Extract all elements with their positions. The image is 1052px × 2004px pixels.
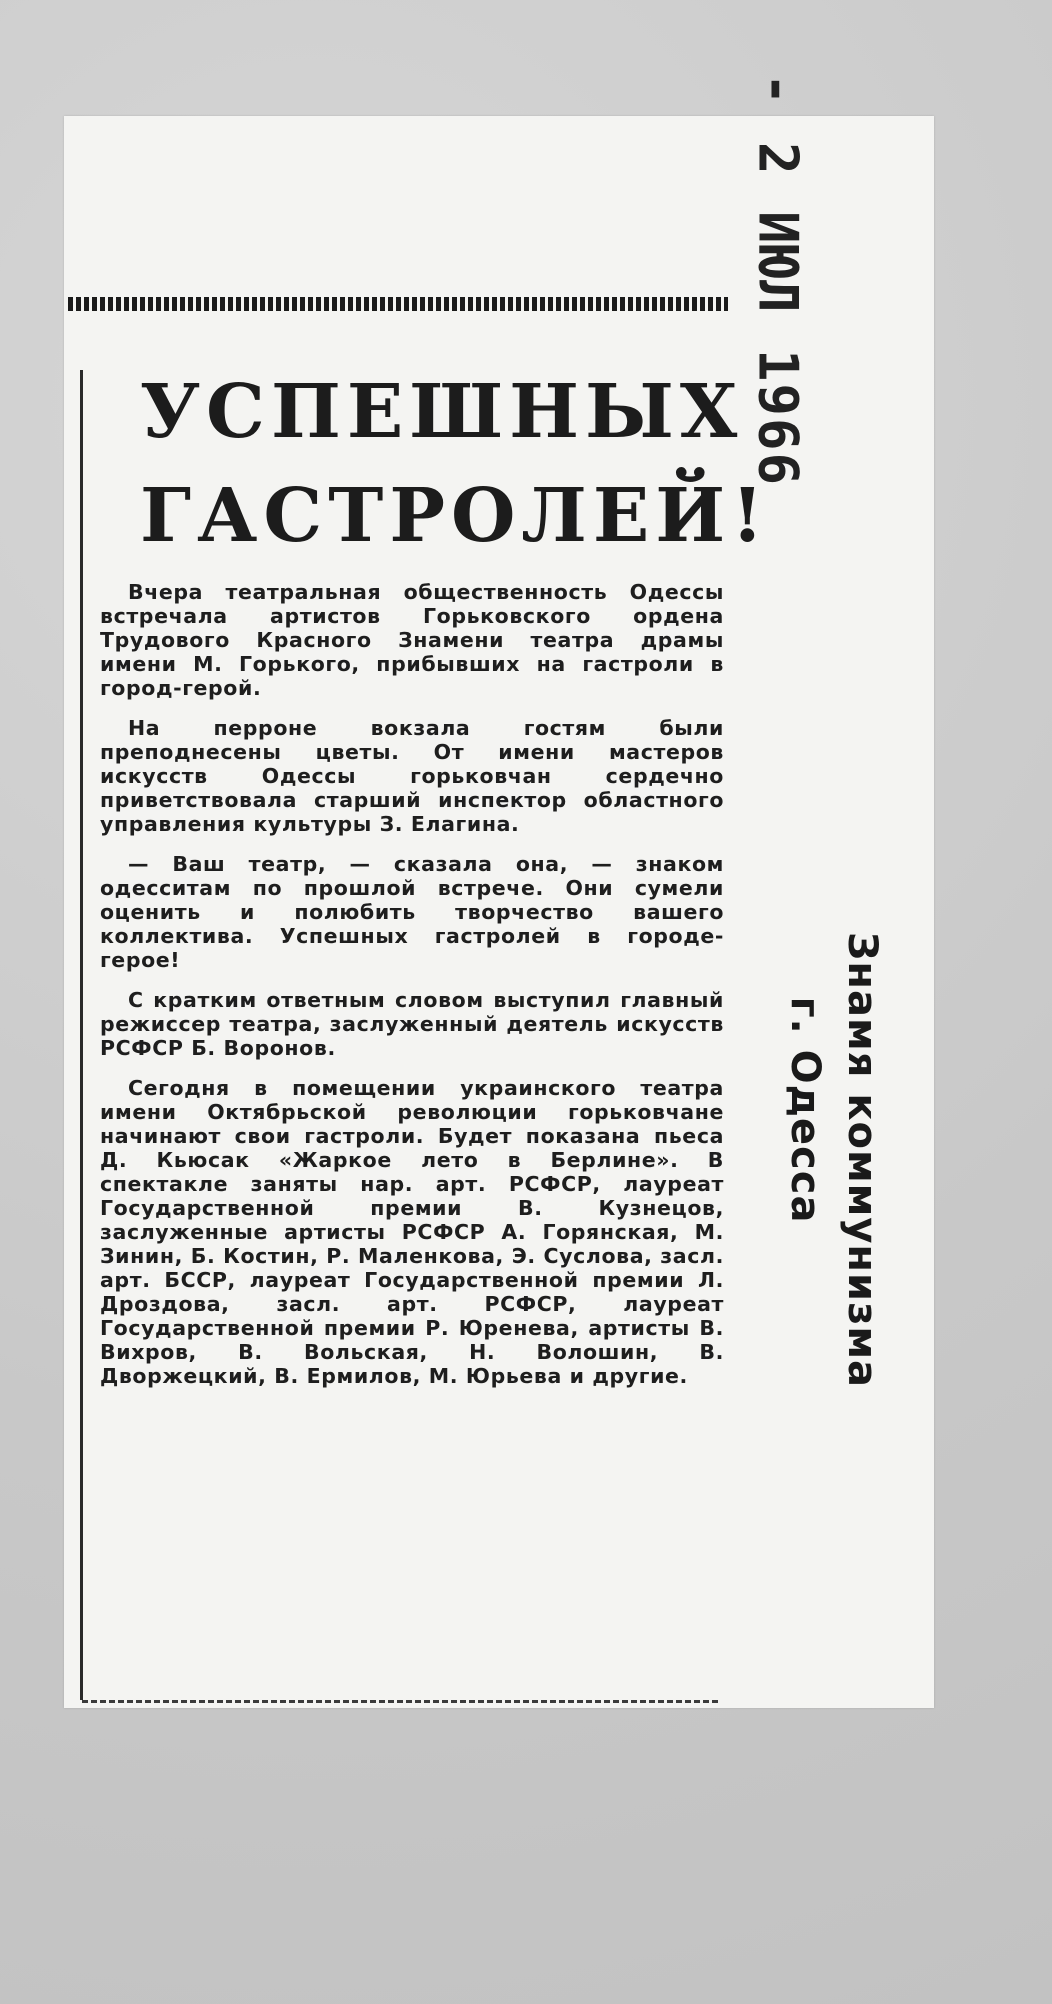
- date-stamp: - 2 ИЮЛ 1966: [746, 72, 810, 488]
- article-paragraph: Сегодня в помещении украинского театра имени Октябрьской революции горьковчане начинают свои гастроли. Будет показана пьеса Д. Кьюсак «Жаркое лето в Берлине». В спектакле заняты нар. арт. РСФСР, лауреат Государственной премии В. Кузнецов, заслуженные артисты РСФСР А. Горянская, М. Зинин, Б. Костин, Р. Маленкова, Э. Суслова, засл. арт. БССР, лауреат Государственной премии Л. Дроздова, засл. арт. РСФСР, лауреат Государственной премии Р. Юренева, артисты В. Вихров, В. Вольская, Н. Волошин, В. Дворжецкий, В. Ермилов, М. Юрьева и другие.: [100, 1076, 724, 1388]
- article-paragraph: Вчера театральная общественность Одессы встречала артистов Горьковского ордена Трудового Красного Знамени театра драмы имени М. Горького, прибывших на гастроли в город-герой.: [100, 580, 724, 700]
- top-decorative-rule: [68, 297, 728, 311]
- bottom-dashed-rule: [82, 1700, 718, 1703]
- headline-line-1: УСПЕШНЫХ: [140, 369, 744, 455]
- article-body: [100, 580, 724, 1404]
- article-paragraph: С кратким ответным словом выступил главный режиссер театра, заслуженный деятель искусств РСФСР Б. Воронов.: [100, 988, 724, 1060]
- newspaper-name-stamp: Знамя коммунизма: [839, 931, 885, 1389]
- column-rule: [80, 370, 83, 1700]
- article-paragraph: — Ваш театр, — сказала она, — знаком одесситам по прошлой встрече. Они сумели оценить и полюбить творчество вашего коллектива. Успешных гастролей в городе-герое!: [100, 852, 724, 972]
- article-paragraph: На перроне вокзала гостям были преподнесены цветы. От имени мастеров искусств Одессы горьковчан сердечно приветствовала старший инспектор областного управления культуры З. Елагина.: [100, 716, 724, 836]
- headline-line-2: ГАСТРОЛЕЙ!: [140, 473, 770, 559]
- headline: [140, 360, 770, 568]
- city-stamp: г. Одесса: [782, 996, 828, 1224]
